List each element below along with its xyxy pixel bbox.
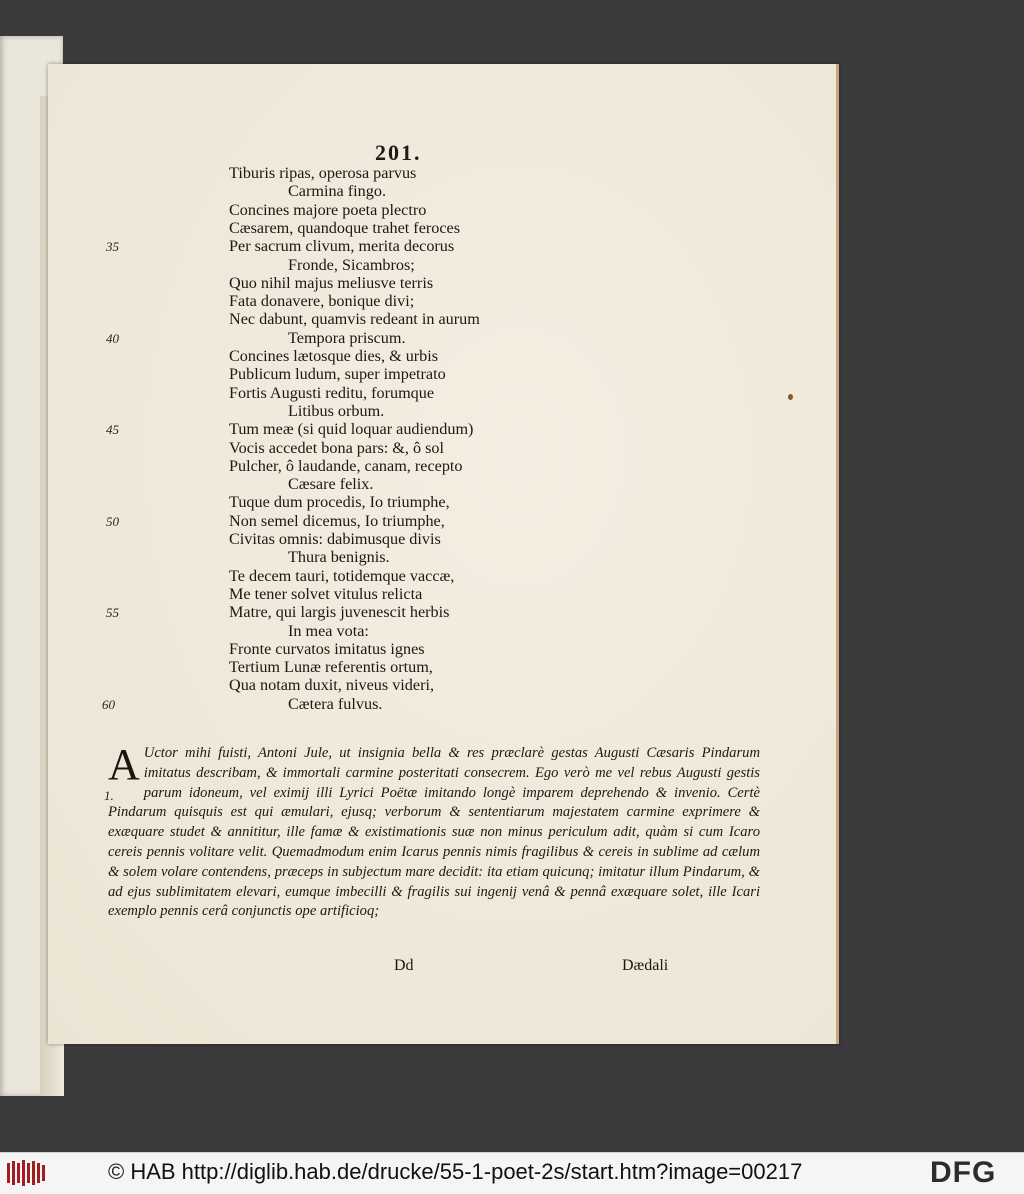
- commentary: [108, 740, 760, 922]
- verse-line: Litibus orbum.: [288, 401, 385, 420]
- hab-logo-icon: [6, 1159, 46, 1187]
- verse-line: Pulcher, ô laudande, canam, recepto: [229, 456, 463, 475]
- page-number: 201.: [375, 140, 422, 165]
- verse-line: Quo nihil majus meliusve terris: [229, 273, 434, 292]
- book-page: [48, 64, 839, 1044]
- line-number: 40: [106, 330, 119, 346]
- verse-line: Cæsarem, quandoque trahet feroces: [229, 218, 461, 237]
- verse-line: Fronte curvatos imitatus ignes: [229, 639, 425, 658]
- verse-line: Te decem tauri, totidemque vaccæ,: [229, 566, 455, 585]
- verse-line: Non semel dicemus, Io triumphe,: [229, 511, 445, 530]
- line-number: 45: [106, 422, 119, 438]
- verse-line: Tertium Lunæ referentis ortum,: [229, 658, 433, 677]
- line-number: 50: [106, 513, 119, 529]
- verse-line: Tempora priscum.: [288, 328, 406, 347]
- copyright-url[interactable]: © HAB http://diglib.hab.de/drucke/55-1-poet-2s/start.htm?image=00217: [108, 1159, 803, 1184]
- verse-line: Tiburis ripas, operosa parvus: [229, 164, 417, 182]
- verse-line: Tuque dum procedis, Io triumphe,: [229, 493, 450, 512]
- verse-line: Me tener solvet vitulus relicta: [229, 584, 423, 603]
- commentary-margin-number: 1.: [104, 788, 114, 803]
- verse-line: Civitas omnis: dabimusque divis: [229, 530, 441, 548]
- verse-line: Concines majore poeta plectro: [229, 200, 427, 219]
- signature-mark: Dd: [394, 957, 414, 974]
- verse-line: Thura benignis.: [288, 548, 390, 567]
- verse-line: Nec dabunt, quamvis redeant in aurum: [229, 310, 480, 329]
- verse-line: Cæsare felix.: [288, 475, 374, 494]
- verse-line: In mea vota:: [288, 621, 369, 640]
- line-number: 60: [102, 696, 115, 712]
- verse-line: Publicum ludum, super impetrato: [229, 365, 446, 384]
- dfg-logo: DFG: [930, 1156, 997, 1189]
- footer-bar: [0, 1152, 1024, 1194]
- verse-line: Tum meæ (si quid loquar audiendum): [229, 420, 474, 439]
- verse-line: Fortis Augusti reditu, forumque: [229, 383, 435, 402]
- verse-line: Cætera fulvus.: [288, 694, 383, 713]
- verse-line: Qua notam duxit, niveus videri,: [229, 676, 435, 695]
- verse-line: Matre, qui largis juvenescit herbis: [229, 603, 450, 622]
- verse-line: Per sacrum clivum, merita decorus: [229, 237, 455, 256]
- line-number: 55: [106, 605, 119, 621]
- line-number: 35: [106, 239, 119, 255]
- commentary-text: Uctor mihi fuisti, Antoni Jule, ut insignia bella & res præclarè gestas Augusti Cæsaris Pindarum imitatus describam, & immortali carmine posteritati consecrem. Ego verò me vel rebus Augusti gestis parum idoneum, vel eximij illi Lyrici Poëtæ imitando longè imparem deprehendo & invenio. Certè Pindarum quisquis est qui æmulari, ejusq; verborum & sententiarum majestatem carmine exprimere & exæquare studet & annititur, ille famæ & existimationis suæ non minus periculum adit, quàm si cum Icaro cereis pennis volitare velit. Quemadmodum enim Icarus pennis nimis fragilibus & cereis in sublime ad cælum & solem volare contendens, præceps in subjectum mare decidit: ita etiam quicunq; imitatur illum Pindarum, & ad ejus sublimitatem elevari, eumque imbecilli & fragilis sui ingenij venâ & pennâ exæquare solet, ille Icari exemplo pennis cerâ conjunctis ope artificioq;: [108, 745, 760, 920]
- verse-line: Carmina fingo.: [288, 182, 387, 201]
- verse-line: Fata donavere, bonique divi;: [229, 292, 415, 311]
- verse-line: Concines lætosque dies, & urbis: [229, 347, 439, 365]
- catchword: Dædali: [622, 957, 669, 974]
- paper-stain: [788, 394, 793, 400]
- drop-capital: A: [108, 740, 140, 789]
- verse-line: Vocis accedet bona pars: &, ô sol: [229, 438, 445, 457]
- verse-line: Fronde, Sicambros;: [288, 255, 415, 274]
